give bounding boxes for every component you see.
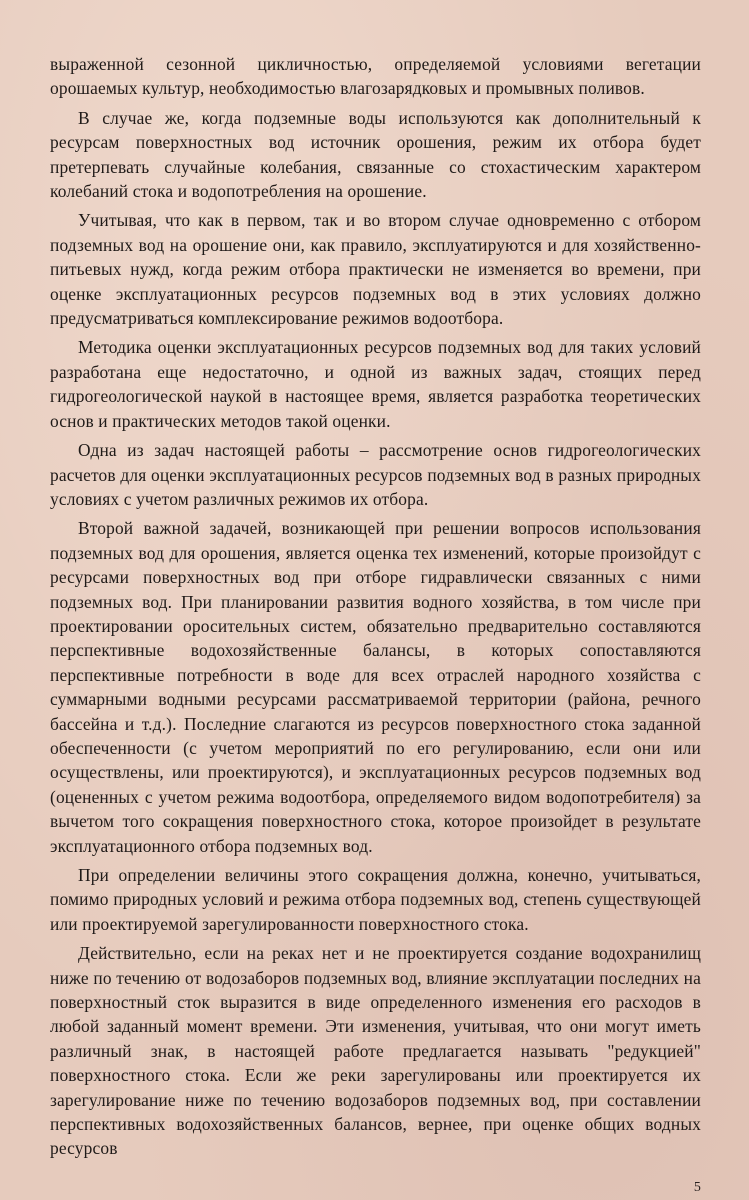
paragraph-5: Одна из задач настоящей работы – рассмотрение основ гидрогеологических расчетов для оценки эксплуатационных ресурсов подземных вод в разных природных условиях с учетом различных режимов их отбора. <box>50 440 701 509</box>
paragraph-3: Учитывая, что как в первом, так и во втором случае одновременно с отбором подземных вод на орошение они, как правило, эксплуатируются и для хозяйственно-питьевых нужд, когда режим отбора практически не изменяется во времени, при оценке эксплуатационных ресурсов подземных вод в этих условиях должно предусматриваться комплексирование режимов водоотбора. <box>50 210 701 329</box>
paragraph-7: При определении величины этого сокращения должна, конечно, учитываться, помимо природных условий и режима отбора подземных вод, степень существующей или проектируемой зарегулированности поверхностного стока. <box>50 865 701 934</box>
paragraph-6: Второй важной задачей, возникающей при решении вопросов использования подземных вод для орошения, является оценка тех изменений, которые произойдут с ресурсами поверхностных вод при отборе гидравлически связанных с ними подземных вод. При планировании развития водного хозяйства, в том числе при проектировании оросительных систем, обязательно предварительно составляются перспективные водохозяйственные балансы, в которых сопоставляются перспективные потребности в воде для всех отраслей народного хозяйства с суммарными водными ресурсами рассматриваемой территории (района, речного бассейна и т.д.). Последние слагаются из ресурсов поверхностного стока заданной обеспеченности (с учетом мероприятий по его регулированию, если они или осуществлены, или проектируются), и эксплуатационных ресурсов подземных вод (оцененных с учетом режима водоотбора, определяемого видом водопотребителя) за вычетом того сокращения поверхностного стока, которое произойдет в результате эксплуатационного отбора подземных вод. <box>50 518 701 856</box>
paragraph-1: выраженной сезонной цикличностью, определяемой условиями вегетации орошаемых культур, необходимостью влагозарядковых и промывных поливов. <box>50 54 701 99</box>
paragraph-2: В случае же, когда подземные воды используются как дополнительный к ресурсам поверхностных вод источник орошения, режим их отбора будет претерпевать случайные колебания, связанные со стохастическим характером колебаний стока и водопотребления на орошение. <box>50 107 701 202</box>
paragraph-8: Действительно, если на реках нет и не проектируется создание водохранилищ ниже по течению от водозаборов подземных вод, влияние эксплуатации последних на поверхностный сток выразится в виде определенного изменения его расходов в любой заданный момент времени. Эти изменения, учитывая, что они могут иметь различный знак, в настоящей работе предлагается называть "редукцией" поверхностного стока. Если же реки зарегулированы или проектируется их зарегулирование ниже по течению водозаборов подземных вод, при составлении перспективных водохозяйственных балансов, вернее, при оценке общих водных ресурсов <box>50 943 701 1159</box>
paragraph-4: Методика оценки эксплуатационных ресурсов подземных вод для таких условий разработана еще недостаточно, и одной из важных задач, стоящих перед гидрогеологической наукой в настоящее время, является разработка теоретических основ и практических методов такой оценки. <box>50 337 701 431</box>
page-number: 5 <box>693 1180 701 1195</box>
body-text <box>50 52 701 1161</box>
